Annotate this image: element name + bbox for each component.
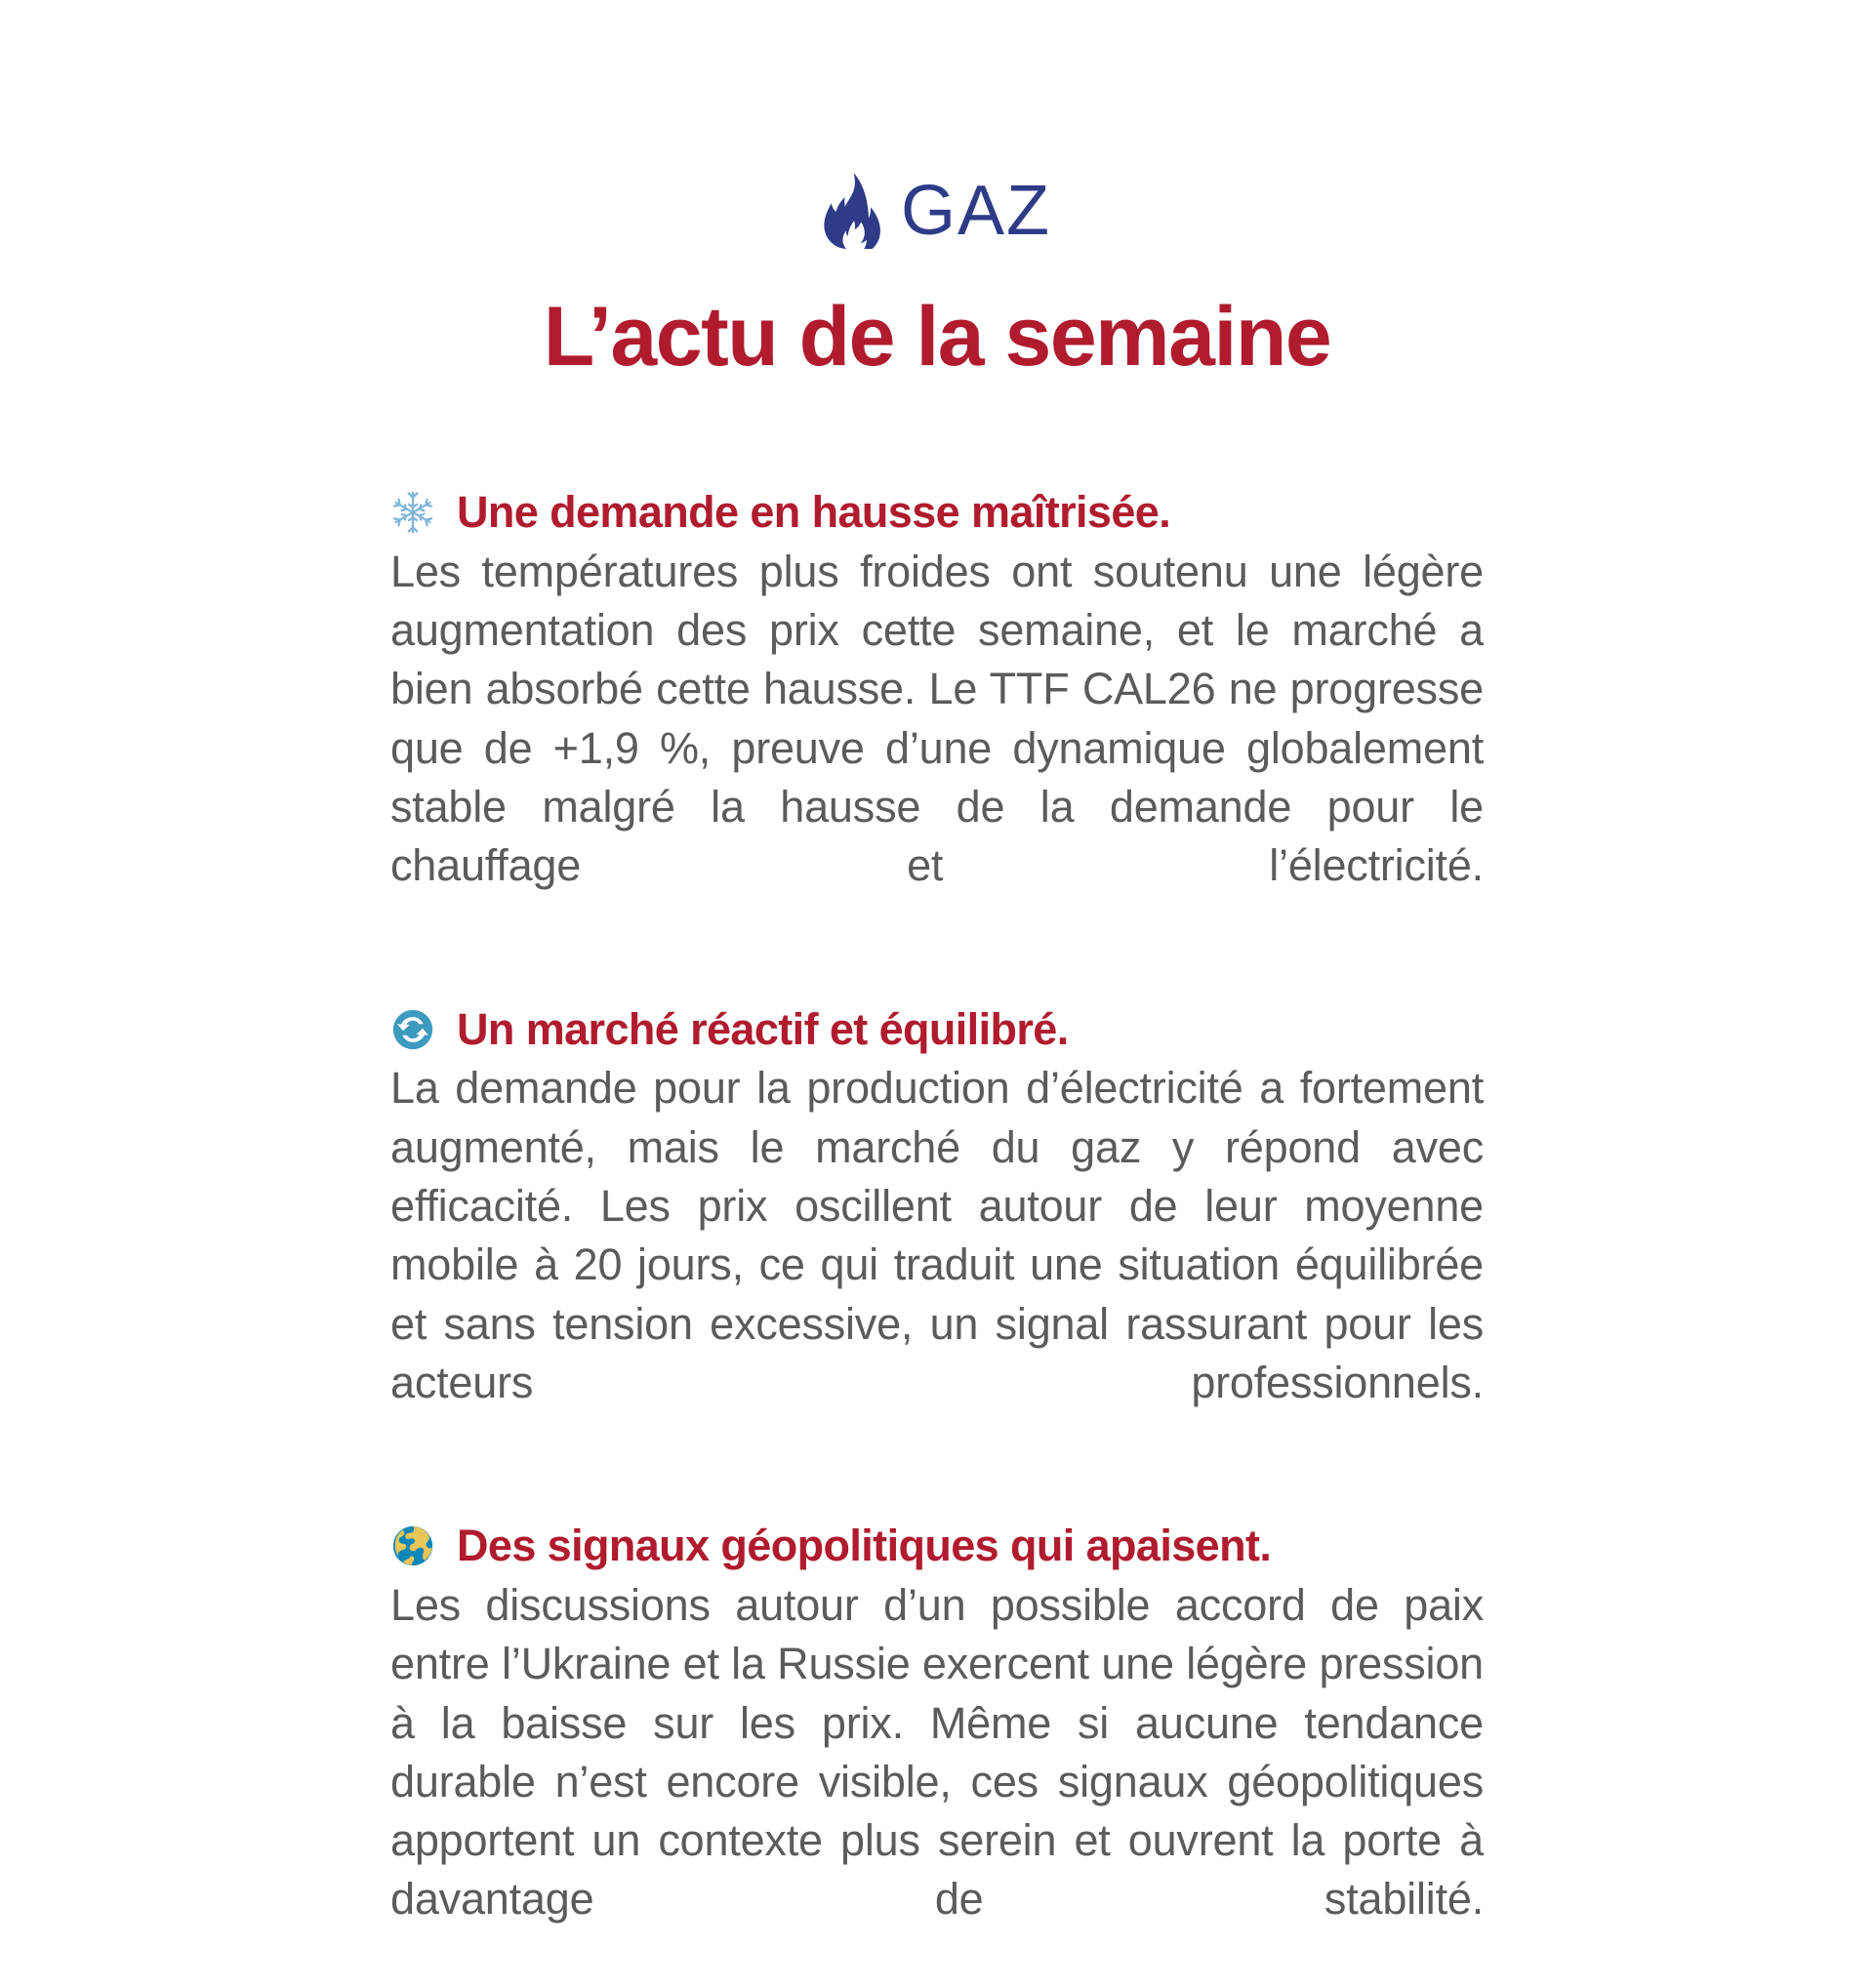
snowflake-icon: [390, 490, 435, 535]
section-geopolitics: [390, 1521, 1484, 1988]
section-body: Les températures plus froides ont soutenu une légère augmentation des prix cette semaine, et le marché a bien absorbé cette hausse. Le TTF CAL26 ne progresse que de +1,9 %, preuve d’une dynamique globalement stable malgré la hausse de la demande pour le chauffage et l’électricité.: [390, 546, 1484, 891]
section-body: La demande pour la production d’électricité a fortement augmenté, mais le marché du gaz y répond avec efficacité. Les prix oscillent autour de leur moyenne mobile à 20 jours, ce qui traduit une situation équilibrée et sans tension excessive, un signal rassurant pour les acteurs professionnels.: [390, 1063, 1484, 1407]
section-heading-row: [390, 1521, 1484, 1570]
section-heading-row: [390, 488, 1484, 537]
section-demand: [390, 488, 1484, 954]
brand-name: GAZ: [900, 172, 1051, 250]
section-title: Des signaux géopolitiques qui apaisent.: [457, 1521, 1272, 1571]
section-title: Un marché réactif et équilibré.: [457, 1003, 1069, 1054]
brand-header: [0, 0, 1874, 256]
section-title: Une demande en hausse maîtrisée.: [457, 487, 1171, 538]
sections-container: [190, 488, 1684, 1988]
flame-icon: [823, 173, 883, 249]
section-body: Les discussions autour d’un possible accord de paix entre l’Ukraine et la Russie exercent une légère pression à la baisse sur les prix. Même si aucune tendance durable n’est encore visible, ces signaux géopolitiques apportent un contexte plus serein et ouvrent la porte à davantage de stabilité.: [390, 1579, 1484, 1925]
recycle-arrows-icon: [390, 1007, 435, 1052]
page-title: L’actu de la semaine: [543, 290, 1331, 384]
section-market: [390, 1005, 1484, 1472]
section-heading-row: [390, 1005, 1484, 1054]
globe-icon: [390, 1523, 435, 1568]
